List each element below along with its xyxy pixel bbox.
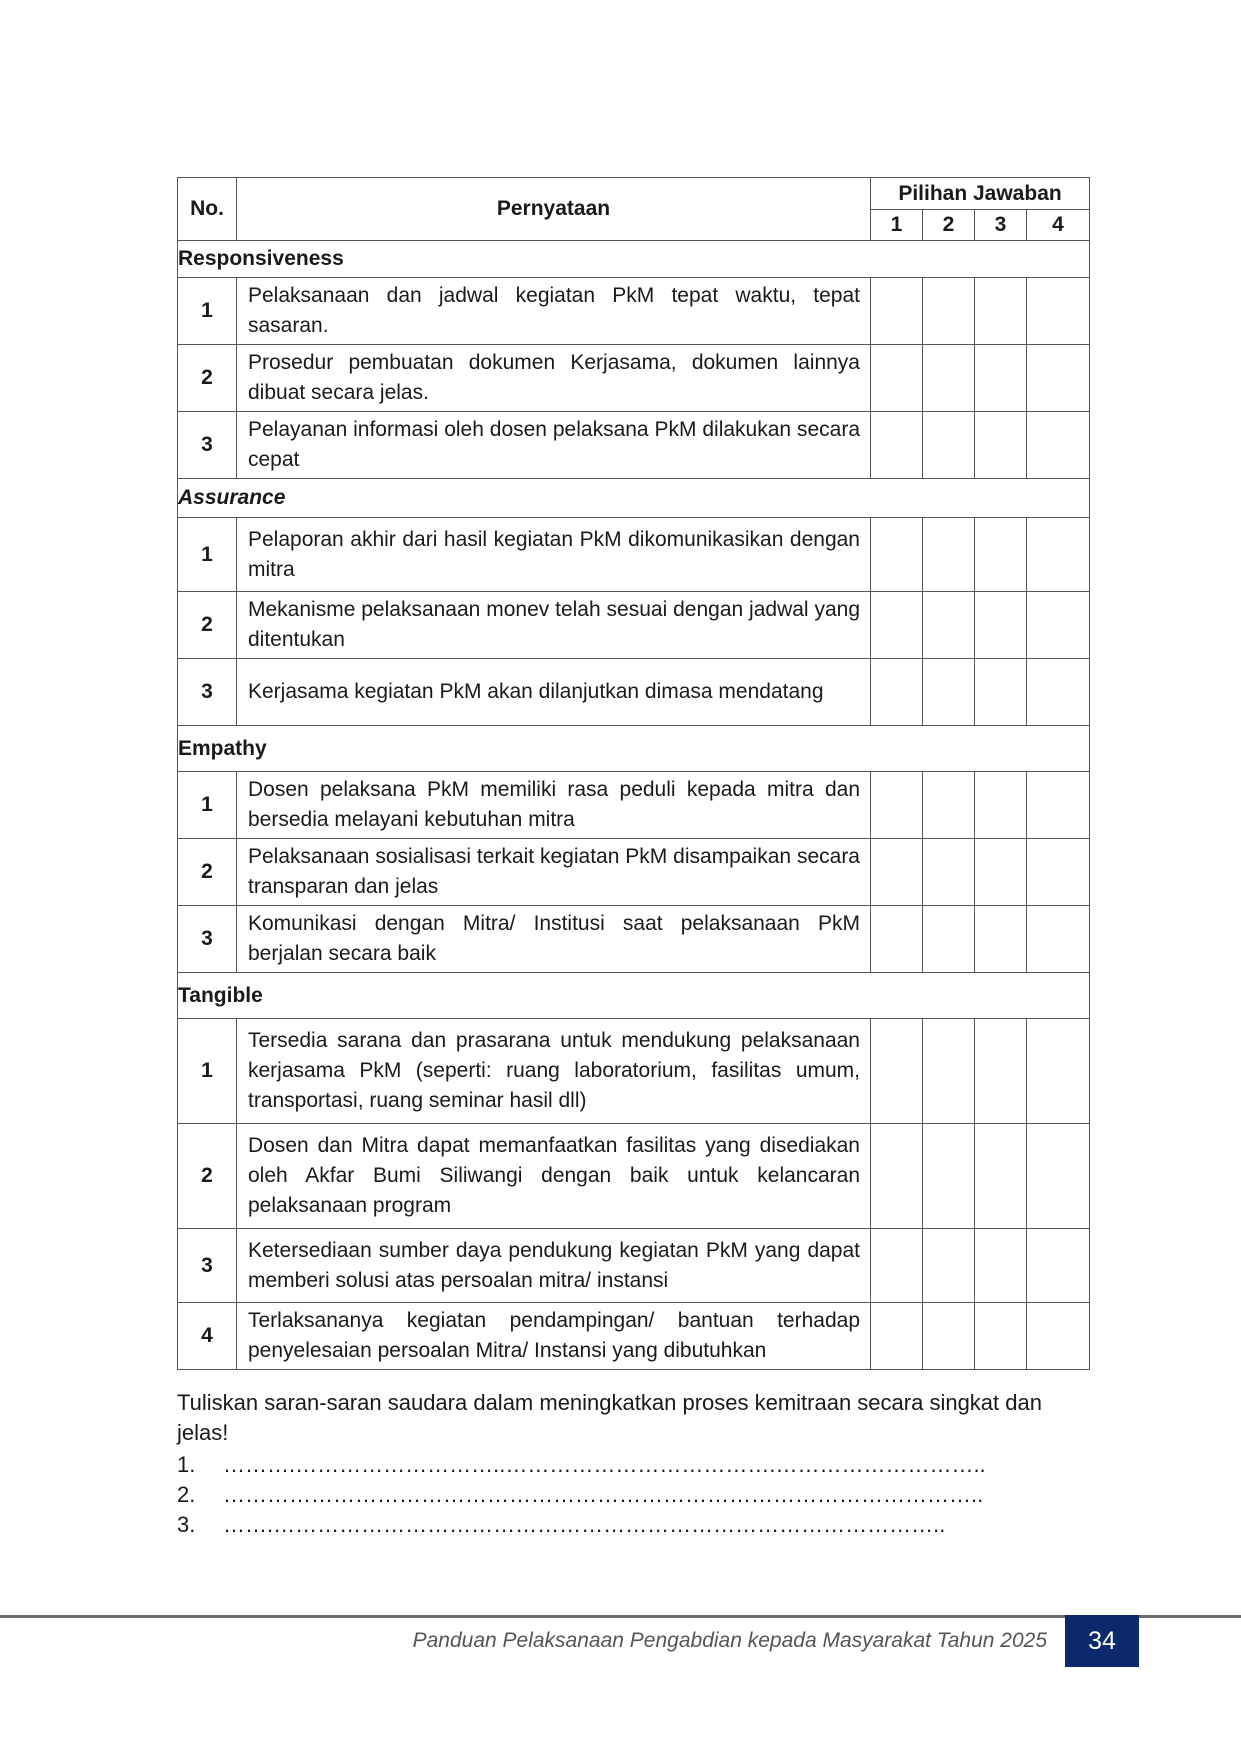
page-number: 34 (1065, 1615, 1139, 1667)
answer-cell-4[interactable] (1027, 1229, 1090, 1303)
answer-cell-4[interactable] (1027, 518, 1090, 592)
survey-body (178, 241, 1090, 1370)
suggestion-line[interactable] (177, 1450, 1097, 1480)
answer-cell-3[interactable] (975, 518, 1027, 592)
answer-cell-1[interactable] (871, 659, 923, 726)
answer-cell-3[interactable] (975, 278, 1027, 345)
row-statement: Terlaksananya kegiatan pendampingan/ bantuan terhadap penyelesaian persoalan Mitra/ Instansi yang dibutuhkan (237, 1303, 871, 1370)
answer-cell-3[interactable] (975, 1124, 1027, 1229)
answer-cell-4[interactable] (1027, 345, 1090, 412)
row-statement: Tersedia sarana dan prasarana untuk mendukung pelaksanaan kerjasama PkM (seperti: ruang laboratorium, fasilitas umum, transportasi, ruang seminar hasil dll) (237, 1019, 871, 1124)
answer-cell-4[interactable] (1027, 412, 1090, 479)
header-statement: Pernyataan (237, 178, 871, 241)
answer-cell-4[interactable] (1027, 592, 1090, 659)
suggestion-line-dots: …….……………………………………………………………………………….. (223, 1512, 946, 1537)
answer-cell-3[interactable] (975, 345, 1027, 412)
row-number: 1 (178, 518, 237, 592)
section-title: Responsiveness (178, 241, 1090, 278)
row-statement: Mekanisme pelaksanaan monev telah sesuai dengan jadwal yang ditentukan (237, 592, 871, 659)
row-statement: Ketersediaan sumber daya pendukung kegiatan PkM yang dapat memberi solusi atas persoalan mitra/ instansi (237, 1229, 871, 1303)
answer-cell-3[interactable] (975, 906, 1027, 973)
answer-cell-2[interactable] (923, 345, 975, 412)
answer-cell-1[interactable] (871, 412, 923, 479)
row-statement: Prosedur pembuatan dokumen Kerjasama, dokumen lainnya dibuat secara jelas. (237, 345, 871, 412)
answer-cell-1[interactable] (871, 592, 923, 659)
row-number: 3 (178, 1229, 237, 1303)
suggestion-section (177, 1388, 1097, 1540)
table-row (178, 1019, 1090, 1124)
suggestion-line-number: 1. (177, 1452, 196, 1477)
survey-table (177, 177, 1090, 1370)
footer-title: Panduan Pelaksanaan Pengabdian kepada Masyarakat Tahun 2025 (412, 1629, 1047, 1652)
table-row (178, 518, 1090, 592)
row-statement: Kerjasama kegiatan PkM akan dilanjutkan dimasa mendatang (237, 659, 871, 726)
answer-cell-1[interactable] (871, 1124, 923, 1229)
section-row (178, 726, 1090, 772)
answer-cell-1[interactable] (871, 772, 923, 839)
answer-cell-2[interactable] (923, 839, 975, 906)
table-row (178, 345, 1090, 412)
answer-cell-4[interactable] (1027, 659, 1090, 726)
answer-cell-3[interactable] (975, 659, 1027, 726)
row-number: 1 (178, 1019, 237, 1124)
answer-cell-2[interactable] (923, 1124, 975, 1229)
row-statement: Pelaporan akhir dari hasil kegiatan PkM dikomunikasikan dengan mitra (237, 518, 871, 592)
suggestion-line[interactable] (177, 1510, 1097, 1540)
suggestion-line-dots: ……….………………………..……………………………….……………………….. (223, 1452, 986, 1477)
answer-cell-2[interactable] (923, 518, 975, 592)
row-number: 4 (178, 1303, 237, 1370)
answer-cell-3[interactable] (975, 772, 1027, 839)
section-title: Assurance (178, 479, 1090, 518)
suggestion-line-dots: ………………………………………………………………………………………….. (223, 1482, 984, 1507)
answer-cell-2[interactable] (923, 412, 975, 479)
suggestion-prompt: Tuliskan saran-saran saudara dalam meningkatkan proses kemitraan secara singkat dan jelas! (177, 1390, 1042, 1445)
row-statement: Dosen dan Mitra dapat memanfaatkan fasilitas yang disediakan oleh Akfar Bumi Siliwangi dengan baik untuk kelancaran pelaksanaan program (237, 1124, 871, 1229)
answer-cell-1[interactable] (871, 1229, 923, 1303)
answer-cell-4[interactable] (1027, 1303, 1090, 1370)
table-row (178, 278, 1090, 345)
row-number: 2 (178, 592, 237, 659)
answer-cell-4[interactable] (1027, 1019, 1090, 1124)
section-title: Tangible (178, 973, 1090, 1019)
suggestion-line[interactable] (177, 1480, 1097, 1510)
answer-cell-1[interactable] (871, 1303, 923, 1370)
row-number: 2 (178, 839, 237, 906)
header-choice-group: Pilihan Jawaban (871, 178, 1090, 210)
answer-cell-2[interactable] (923, 1019, 975, 1124)
table-row (178, 592, 1090, 659)
row-number: 2 (178, 345, 237, 412)
row-number: 3 (178, 659, 237, 726)
table-row (178, 906, 1090, 973)
answer-cell-1[interactable] (871, 906, 923, 973)
answer-cell-1[interactable] (871, 278, 923, 345)
section-title: Empathy (178, 726, 1090, 772)
row-statement: Dosen pelaksana PkM memiliki rasa peduli kepada mitra dan bersedia melayani kebutuhan mitra (237, 772, 871, 839)
header-choice-3: 3 (975, 210, 1027, 241)
answer-cell-3[interactable] (975, 839, 1027, 906)
answer-cell-1[interactable] (871, 518, 923, 592)
suggestion-lines (177, 1450, 1097, 1540)
row-number: 3 (178, 906, 237, 973)
suggestion-line-number: 2. (177, 1482, 196, 1507)
row-number: 1 (178, 278, 237, 345)
table-row (178, 839, 1090, 906)
answer-cell-4[interactable] (1027, 906, 1090, 973)
header-choice-2: 2 (923, 210, 975, 241)
table-row (178, 412, 1090, 479)
row-number: 3 (178, 412, 237, 479)
table-row (178, 772, 1090, 839)
section-row (178, 241, 1090, 278)
section-row (178, 479, 1090, 518)
row-statement: Pelaksanaan sosialisasi terkait kegiatan PkM disampaikan secara transparan dan jelas (237, 839, 871, 906)
row-statement: Pelayanan informasi oleh dosen pelaksana PkM dilakukan secara cepat (237, 412, 871, 479)
header-no: No. (178, 178, 237, 241)
suggestion-line-number: 3. (177, 1512, 196, 1537)
answer-cell-3[interactable] (975, 1019, 1027, 1124)
answer-cell-3[interactable] (975, 412, 1027, 479)
row-statement: Komunikasi dengan Mitra/ Institusi saat pelaksanaan PkM berjalan secara baik (237, 906, 871, 973)
answer-cell-3[interactable] (975, 1303, 1027, 1370)
row-number: 1 (178, 772, 237, 839)
answer-cell-1[interactable] (871, 839, 923, 906)
table-row (178, 1229, 1090, 1303)
table-row (178, 1303, 1090, 1370)
answer-cell-2[interactable] (923, 772, 975, 839)
footer-divider (0, 1615, 1241, 1618)
answer-cell-2[interactable] (923, 278, 975, 345)
answer-cell-2[interactable] (923, 659, 975, 726)
answer-cell-2[interactable] (923, 1303, 975, 1370)
answer-cell-4[interactable] (1027, 1124, 1090, 1229)
answer-cell-4[interactable] (1027, 772, 1090, 839)
answer-cell-4[interactable] (1027, 278, 1090, 345)
header-choice-1: 1 (871, 210, 923, 241)
row-statement: Pelaksanaan dan jadwal kegiatan PkM tepat waktu, tepat sasaran. (237, 278, 871, 345)
answer-cell-3[interactable] (975, 592, 1027, 659)
answer-cell-4[interactable] (1027, 839, 1090, 906)
answer-cell-1[interactable] (871, 345, 923, 412)
table-row (178, 659, 1090, 726)
header-choice-4: 4 (1027, 210, 1090, 241)
answer-cell-3[interactable] (975, 1229, 1027, 1303)
answer-cell-2[interactable] (923, 1229, 975, 1303)
table-row (178, 1124, 1090, 1229)
section-row (178, 973, 1090, 1019)
answer-cell-1[interactable] (871, 1019, 923, 1124)
answer-cell-2[interactable] (923, 906, 975, 973)
answer-cell-2[interactable] (923, 592, 975, 659)
row-number: 2 (178, 1124, 237, 1229)
